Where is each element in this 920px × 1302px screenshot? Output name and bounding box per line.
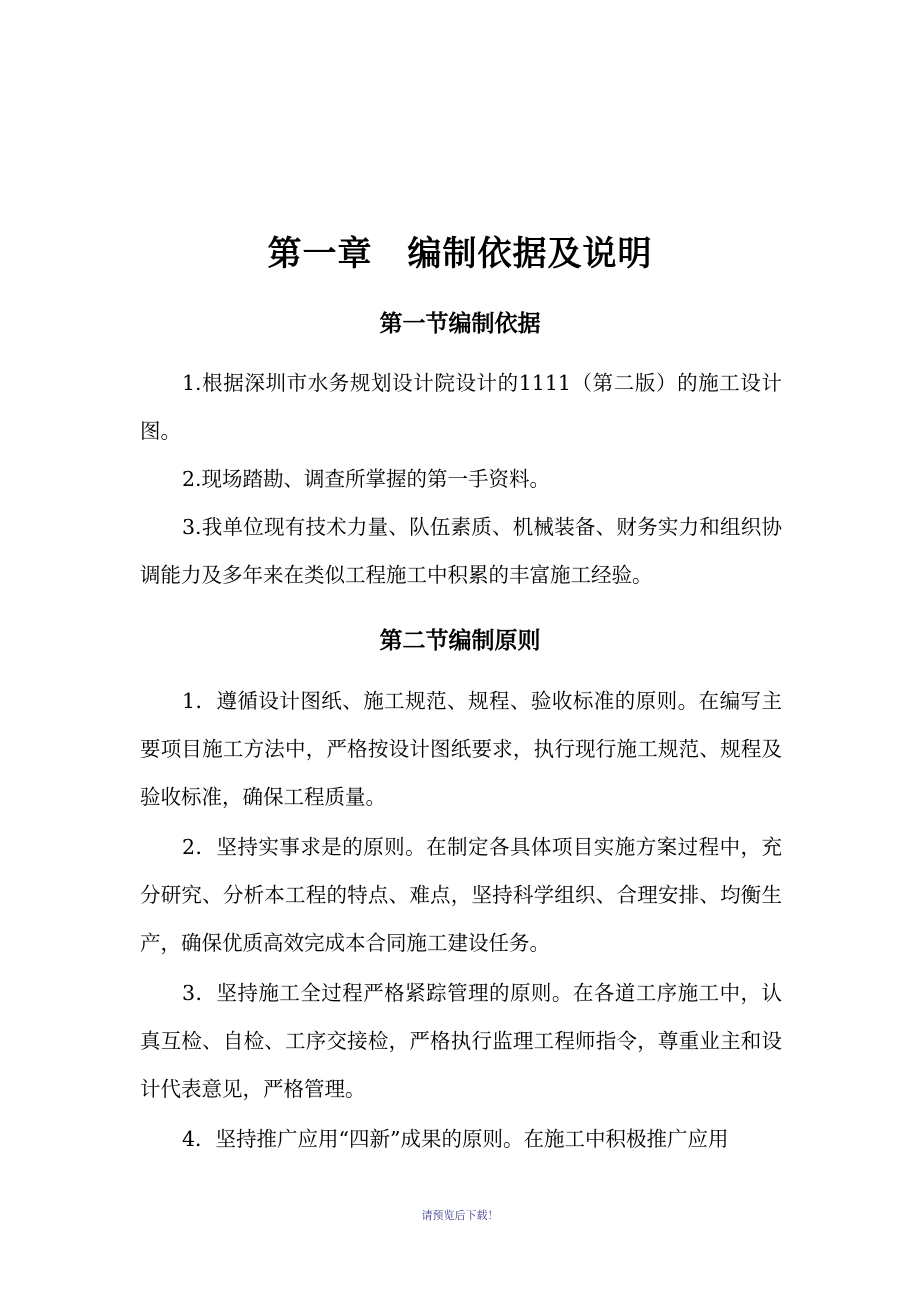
paragraph-principle-3: 3．坚持施工全过程严格紧踪管理的原则。在各道工序施工中，认真互检、自检、工序交接检，严格执行监理工程师指令，尊重业主和设计代表意见，严格管理。 [140,981,782,1101]
section-title-basis: 第一节编制依据 [379,311,541,337]
chapter-title: 第一章 编制依据及说明 [267,234,653,274]
section-title-principles: 第二节编制原则 [379,628,541,654]
page-footer: 请预览后下载！ [421,1209,499,1222]
paragraph-principle-2: 2．坚持实事求是的原则。在制定各具体项目实施方案过程中，充分研究、分析本工程的特点、难点，坚持科学组织、合理安排、均衡生产，确保优质高效完成本合同施工建设任务。 [140,835,782,955]
paragraph-basis-3: 3.我单位现有技术力量、队伍素质、机械装备、财务实力和组织协调能力及多年来在类似工程施工中积累的丰富施工经验。 [140,515,782,587]
paragraph-basis-1: 1.根据深圳市水务规划设计院设计的1111（第二版）的施工设计图。 [140,371,782,443]
paragraph-principle-1: 1．遵循设计图纸、施工规范、规程、验收标准的原则。在编写主要项目施工方法中，严格按设计图纸要求，执行现行施工规范、规程及验收标准，确保工程质量。 [140,689,782,809]
paragraph-basis-2: 2.现场踏勘、调查所掌握的第一手资料。 [182,467,551,491]
paragraph-principle-4: 4．坚持推广应用“四新”成果的原则。在施工中积极推广应用 [182,1127,729,1151]
